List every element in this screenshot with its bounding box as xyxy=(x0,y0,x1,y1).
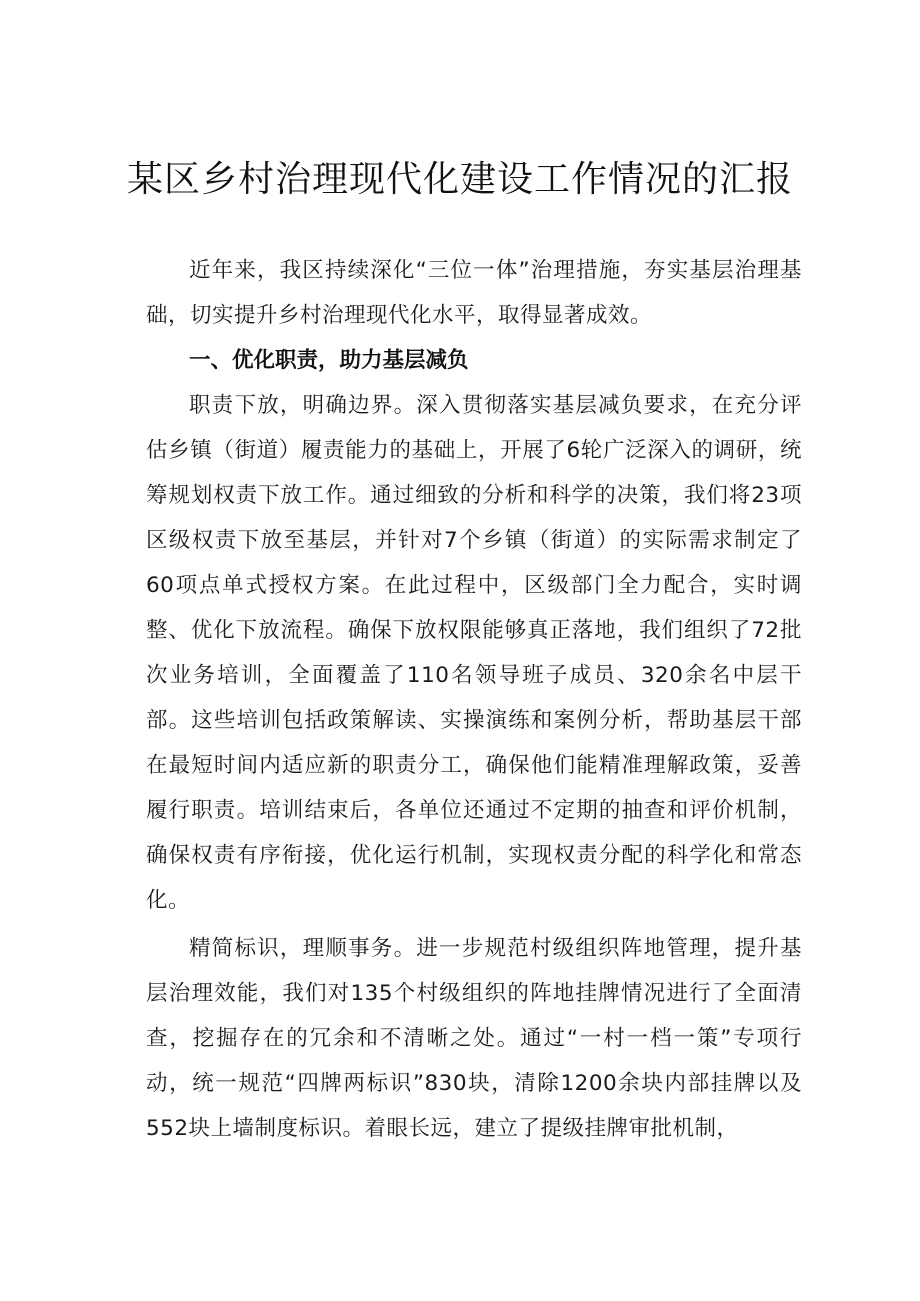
intro-paragraph: 近年来，我区持续深化“三位一体”治理措施，夯实基层治理基础，切实提升乡村治理现代化水平，取得显著成效。 xyxy=(146,258,802,328)
document-title: 某区乡村治理现代化建设工作情况的汇报 xyxy=(126,159,793,200)
section-paragraph-1: 职责下放，明确边界。深入贯彻落实基层减负要求，在充分评估乡镇（街道）履责能力的基础上，开展了6轮广泛深入的调研，统筹规划权责下放工作。通过细致的分析和科学的决策，我们将23项区级权责下放至基层，并针对7个乡镇（街道）的实际需求制定了60项点单式授权方案。在此过程中，区级部门全力配合，实时调整、优化下放流程。确保下放权限能够真正落地，我们组织了72批次业务培训，全面覆盖了110名领导班子成员、320余名中层干部。这些培训包括政策解读、实操演练和案例分析，帮助基层干部在最短时间内适应新的职责分工，确保他们能精准理解政策，妥善履行职责。培训结束后，各单位还通过不定期的抽查和评价机制，确保权责有序衔接，优化运行机制，实现权责分配的科学化和常态化。 xyxy=(146,393,802,913)
section-heading: 一、优化职责，助力基层减负 xyxy=(189,348,469,373)
section-paragraph-2: 精简标识，理顺事务。进一步规范村级组织阵地管理，提升基层治理效能，我们对135个村级组织的阵地挂牌情况进行了全面清查，挖掘存在的冗余和不清晰之处。通过“一村一档一策”专项行动，统一规范“四牌两标识”830块，清除1200余块内部挂牌以及552块上墙制度标识。着眼长远，建立了提级挂牌审批机制， xyxy=(146,936,802,1141)
document-body xyxy=(146,248,802,1151)
